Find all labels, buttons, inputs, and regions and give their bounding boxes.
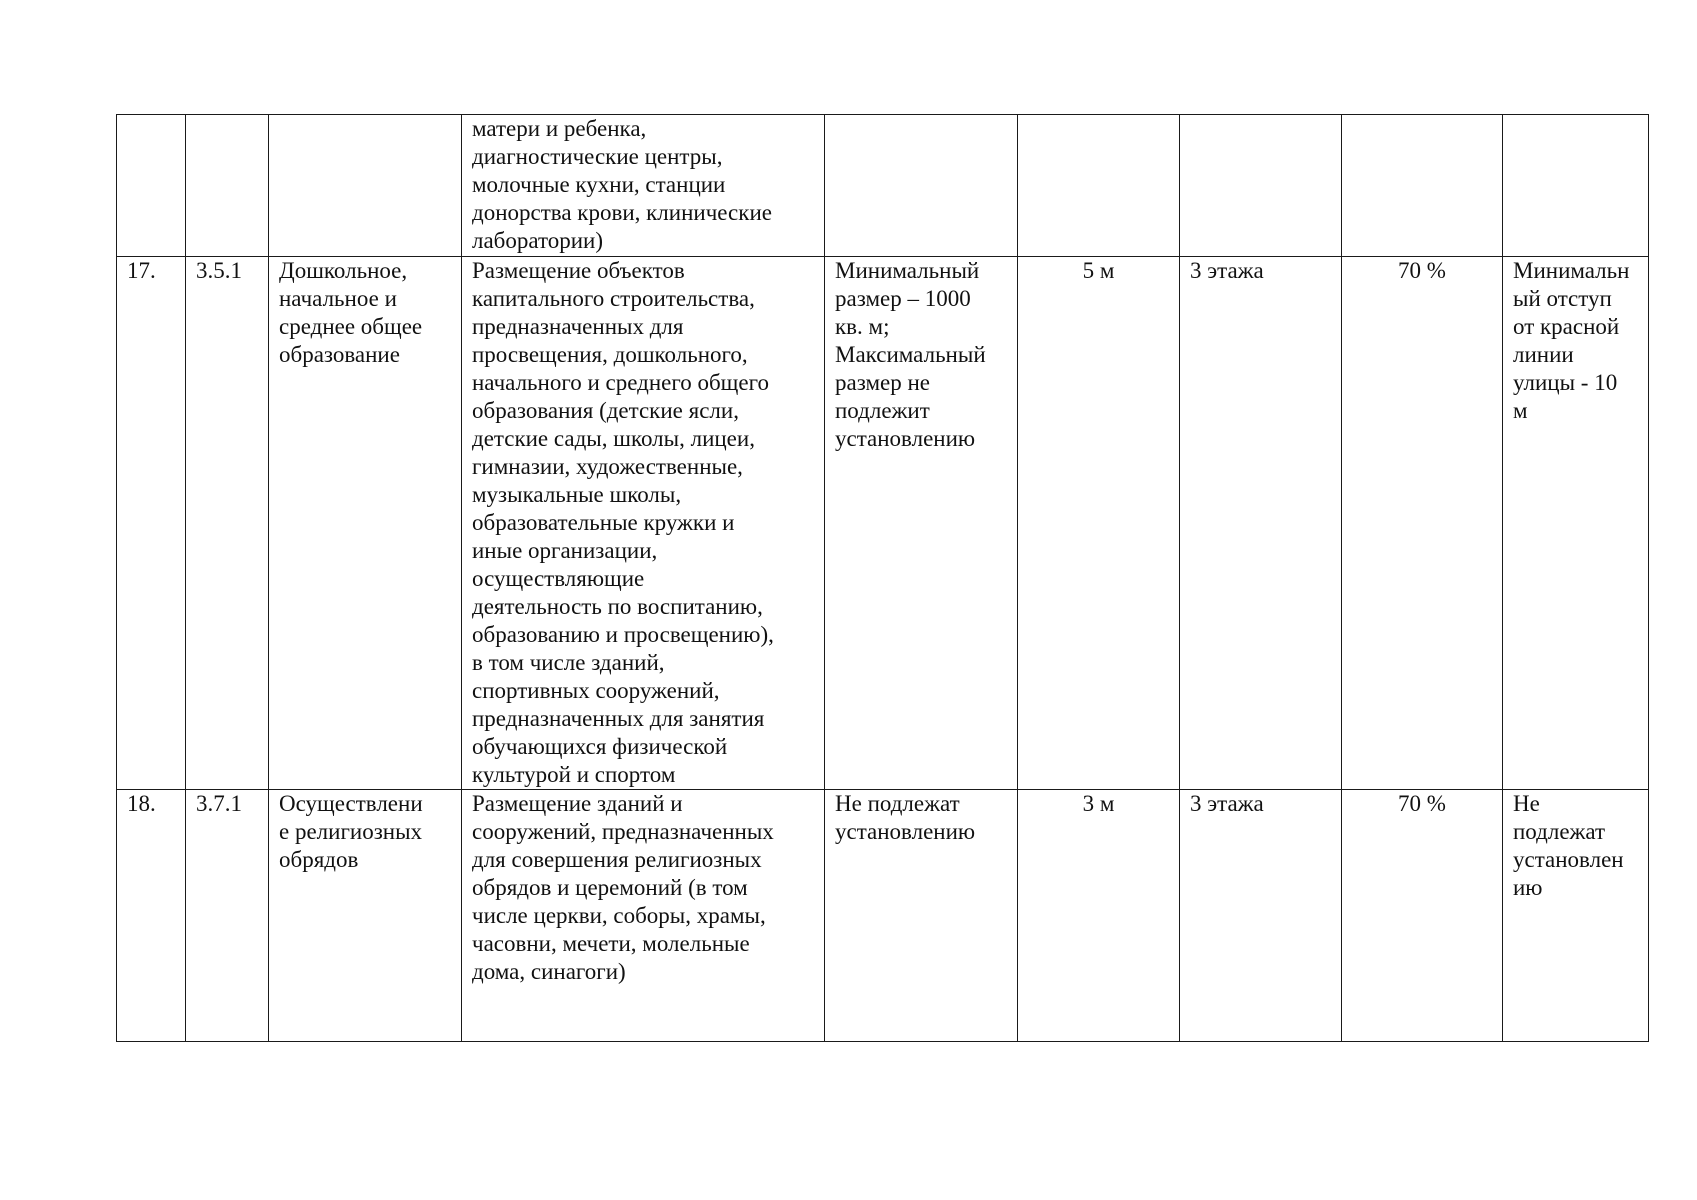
row-number-cell — [117, 115, 186, 257]
restrictions-cell: Минимальн ый отступ от красной линии улицы - 10 м — [1503, 257, 1649, 790]
plot-size-cell: Не подлежат установлению — [825, 790, 1018, 1042]
table-row — [117, 790, 1649, 1042]
row-number-cell: 17. — [117, 257, 186, 790]
table-row — [117, 257, 1649, 790]
floors-cell: 3 этажа — [1180, 257, 1342, 790]
restrictions-cell — [1503, 115, 1649, 257]
coverage-cell: 70 % — [1342, 257, 1503, 790]
setback-cell — [1018, 115, 1180, 257]
description-cell: Размещение объектов капитального строительства, предназначенных для просвещения, дошкольного, начального и среднего общего образования (детские ясли, детские сады, школы, лицеи, гимназии, художественные, музыкальные школы, образовательные кружки и иные организации, осуществляющие деятельность по воспитанию, образованию и просвещению), в том числе зданий, спортивных сооружений, предназначенных для занятия обучающихся физической культурой и спортом — [462, 257, 825, 790]
use-name-cell: Осуществлени е религиозных обрядов — [269, 790, 462, 1042]
table-row — [117, 115, 1649, 257]
restrictions-cell: Не подлежат установлен ию — [1503, 790, 1649, 1042]
use-name-cell: Дошкольное, начальное и среднее общее образование — [269, 257, 462, 790]
coverage-cell — [1342, 115, 1503, 257]
description-cell: матери и ребенка, диагностические центры, молочные кухни, станции донорства крови, клинические лаборатории) — [462, 115, 825, 257]
code-cell: 3.5.1 — [186, 257, 269, 790]
row-number-cell: 18. — [117, 790, 186, 1042]
plot-size-cell: Минимальный размер – 1000 кв. м; Максимальный размер не подлежит установлению — [825, 257, 1018, 790]
setback-cell: 3 м — [1018, 790, 1180, 1042]
plot-size-cell — [825, 115, 1018, 257]
code-cell: 3.7.1 — [186, 790, 269, 1042]
floors-cell: 3 этажа — [1180, 790, 1342, 1042]
use-name-cell — [269, 115, 462, 257]
coverage-cell: 70 % — [1342, 790, 1503, 1042]
code-cell — [186, 115, 269, 257]
regulations-table — [116, 114, 1649, 1042]
description-cell: Размещение зданий и сооружений, предназначенных для совершения религиозных обрядов и церемоний (в том числе церкви, соборы, храмы, часовни, мечети, молельные дома, синагоги) — [462, 790, 825, 1042]
floors-cell — [1180, 115, 1342, 257]
setback-cell: 5 м — [1018, 257, 1180, 790]
